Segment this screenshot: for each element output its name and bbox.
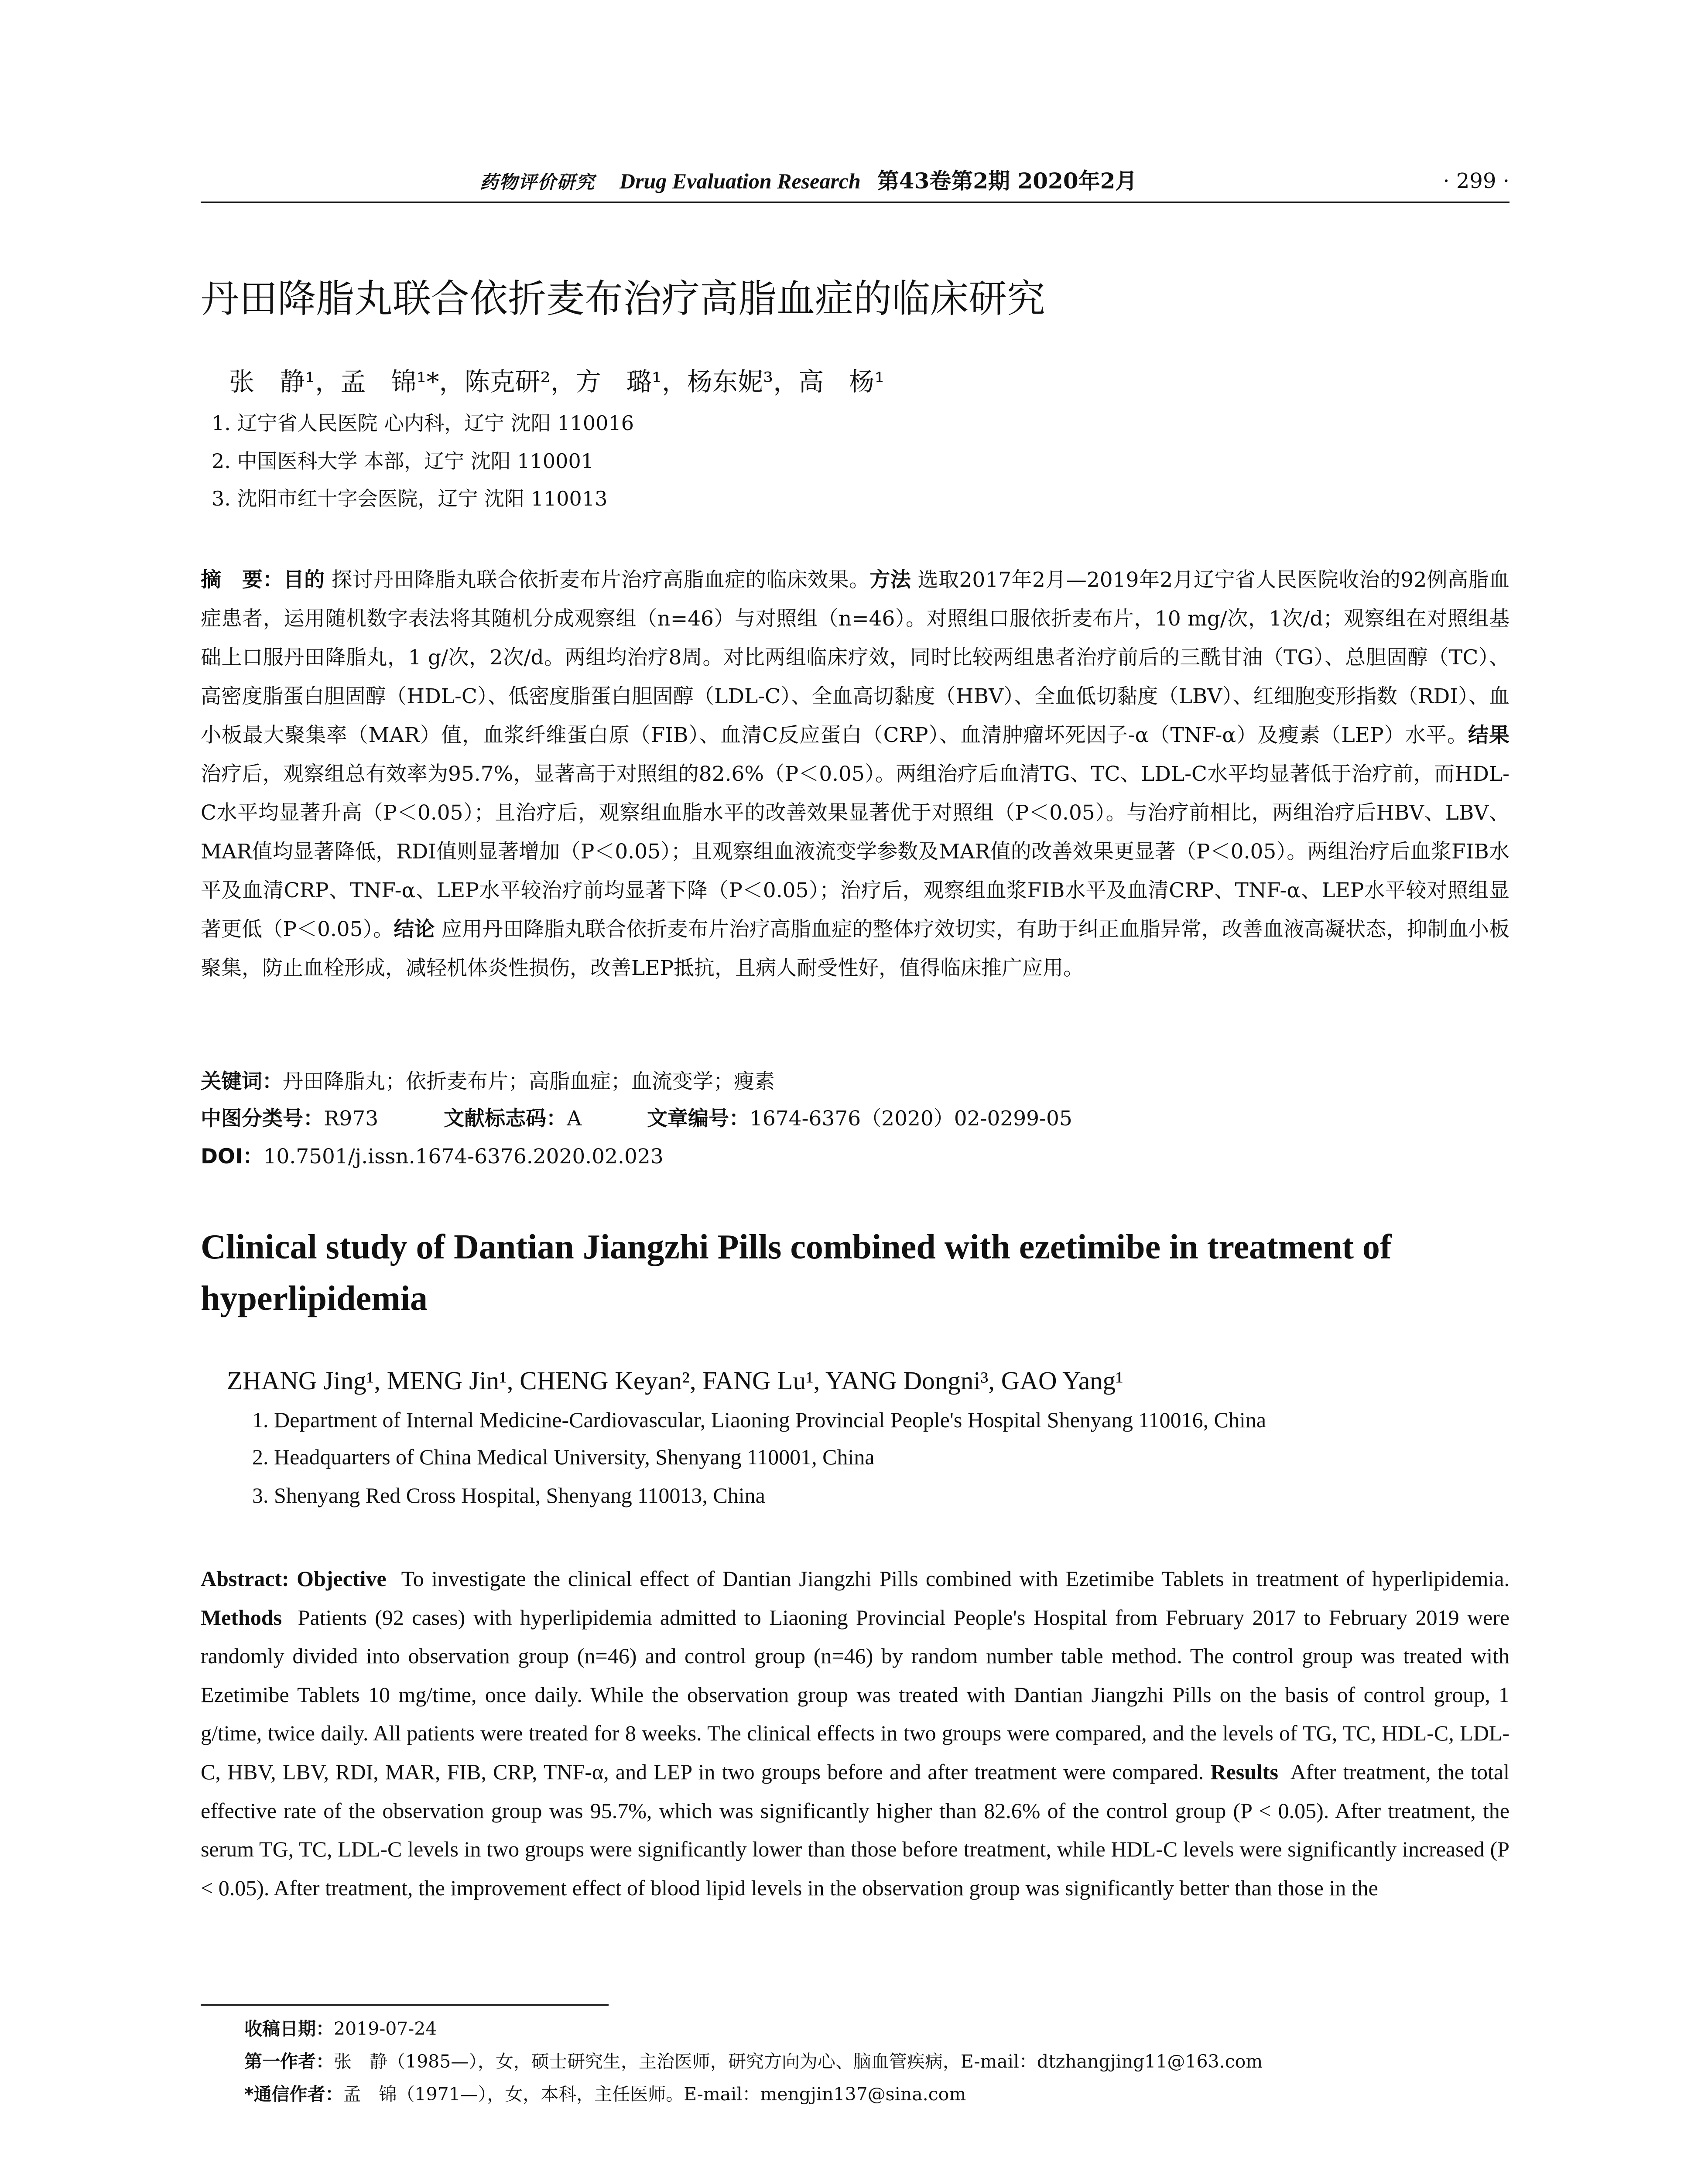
doc-code-label: 文献标志码： — [444, 1107, 567, 1131]
authors-chinese: 张 静¹，孟 锦¹*，陈克研²，方 璐¹，杨东妮³，高 杨¹ — [229, 367, 885, 397]
corresponding-value: 孟 锦（1971—），女，本科，主任医师。E-mail：mengjin137@sina.com — [343, 2084, 966, 2105]
first-author-label: 第一作者： — [244, 2051, 334, 2072]
abstract-english — [201, 1559, 1509, 1907]
title-chinese: 丹田降脂丸联合依折麦布治疗高脂血症的临床研究 — [201, 276, 1046, 321]
authors-english: ZHANG Jing¹, MENG Jin¹, CHENG Keyan², FANG Lu¹, YANG Dongni³, GAO Yang¹ — [227, 1366, 1123, 1395]
footnote-first-author — [244, 2046, 1263, 2077]
results-en-text: After treatment, the total effective rate of the observation group was 95.7%, which was significantly higher than 82.6% of the control group (P < 0.05). After treatment, the serum TG, TC, LDL-C levels in two groups were significantly lower than those before treatment, while HDL-C levels were significantly increased (P < 0.05). After treatment, the improvement effect of blood lipid levels in the observation group was significantly better than those in the — [201, 1759, 1509, 1900]
objective-label: 目的 — [283, 568, 325, 592]
doi-line — [201, 1139, 664, 1174]
keywords-label: 关键词： — [201, 1070, 283, 1094]
keywords-value: 丹田降脂丸；依折麦布片；高脂血症；血流变学；瘦素 — [283, 1070, 775, 1094]
corresponding-label: *通信作者： — [244, 2084, 343, 2105]
running-header — [201, 168, 1509, 194]
objective-en-label: Objective — [297, 1566, 387, 1591]
methods-en-label: Methods — [201, 1605, 282, 1630]
affiliation-en-3: 3. Shenyang Red Cross Hospital, Shenyang 110013, China — [252, 1483, 765, 1508]
received-label: 收稿日期： — [244, 2018, 334, 2039]
doi-value: 10.7501/j.issn.1674-6376.2020.02.023 — [263, 1145, 664, 1169]
conclusion-label: 结论 — [394, 917, 435, 941]
results-en-label: Results — [1210, 1759, 1278, 1784]
objective-text: 探讨丹田降脂丸联合依折麦布片治疗高脂血症的临床效果。 — [332, 568, 870, 592]
issue-info: 第43卷第2期 2020年2月 — [877, 168, 1137, 194]
clc-label: 中图分类号： — [201, 1107, 324, 1131]
footnote-received — [244, 2013, 437, 2044]
methods-text: 选取2017年2月—2019年2月辽宁省人民医院收治的92例高脂血症患者，运用随机数字表法将其随机分成观察组（n=46）与对照组（n=46）。对照组口服依折麦布片，10 mg/次，1次/d；观察组在对照组基础上口服丹田降脂丸，1 g/次，2次/d。两组均治疗8周。对比两组临床疗效，同时比较两组患者治疗前后的三酰甘油（TG）、总胆固醇（TC）、高密度脂蛋白胆固醇（HDL-C）、低密度脂蛋白胆固醇（LDL-C）、全血高切黏度（HBV）、全血低切黏度（LBV）、红细胞变形指数（RDI）、血小板最大聚集率（MAR）值，血浆纤维蛋白原（FIB）、血清C反应蛋白（CRP）、血清肿瘤坏死因子-α（TNF-α）及瘦素（LEP）水平。 — [201, 568, 1509, 747]
affiliation-cn-2: 2. 中国医科大学 本部，辽宁 沈阳 110001 — [212, 449, 594, 473]
abstract-label: 摘 要： — [201, 568, 284, 592]
keywords-line — [201, 1064, 775, 1099]
affiliation-cn-1: 1. 辽宁省人民医院 心内科，辽宁 沈阳 110016 — [212, 411, 634, 435]
methods-label: 方法 — [869, 568, 911, 592]
abstract-en-label: Abstract: — [201, 1566, 289, 1591]
conclusion-text: 应用丹田降脂丸联合依折麦布片治疗高脂血症的整体疗效切实，有助于纠正血脂异常，改善血液高凝状态，抑制血小板聚集，防止血栓形成，减轻机体炎性损伤，改善LEP抵抗，且病人耐受性好，值得临床推广应用。 — [201, 917, 1510, 980]
footnote-rule — [201, 2004, 609, 2006]
affiliation-en-2: 2. Headquarters of China Medical University, Shenyang 110001, China — [252, 1445, 875, 1469]
journal-name: Drug Evaluation Research — [619, 169, 861, 193]
footnote-corresponding — [244, 2078, 966, 2110]
received-value: 2019-07-24 — [334, 2018, 437, 2039]
affiliation-cn-3: 3. 沈阳市红十字会医院，辽宁 沈阳 110013 — [212, 487, 608, 510]
classification-line — [201, 1101, 1072, 1136]
objective-en-text: To investigate the clinical effect of Dantian Jiangzhi Pills combined with Ezetimibe Tablets in treatment of hyperlipidemia. — [401, 1566, 1509, 1591]
journal-logo: 药物评价研究 — [480, 171, 596, 193]
article-no-label: 文章编号： — [647, 1107, 750, 1131]
header-rule — [201, 202, 1509, 203]
title-english: Clinical study of Dantian Jiangzhi Pills combined with ezetimibe in treatment of hyperlipidemia — [201, 1228, 1392, 1318]
abstract-chinese — [201, 561, 1509, 988]
methods-en-text: Patients (92 cases) with hyperlipidemia admitted to Liaoning Provincial People's Hospital from February 2017 to February 2019 were randomly divided into observation group (n=46) and control group (n=46) by random number table method. The control group was treated with Ezetimibe Tablets 10 mg/time, once daily. While the observation group was treated with Dantian Jiangzhi Pills on the basis of control group, 1 g/time, twice daily. All patients were treated for 8 weeks. The clinical effects in two groups were compared, and the levels of TG, TC, HDL-C, LDL-C, HBV, LBV, RDI, MAR, FIB, CRP, TNF-α, and LEP in two groups before and after treatment were compared. — [201, 1605, 1510, 1784]
results-label: 结果 — [1468, 723, 1510, 747]
doi-label: DOI： — [201, 1145, 264, 1169]
doc-code-value: A — [567, 1107, 582, 1131]
affiliation-en-1: 1. Department of Internal Medicine-Cardiovascular, Liaoning Provincial People's Hospital Shenyang 110016, China — [252, 1408, 1266, 1432]
results-text: 治疗后，观察组总有效率为95.7%，显著高于对照组的82.6%（P＜0.05）。两组治疗后血清TG、TC、LDL-C水平均显著低于治疗前，而HDL-C水平均显著升高（P＜0.05）；且治疗后，观察组血脂水平的改善效果显著优于对照组（P＜0.05）。与治疗前相比，两组治疗后HBV、LBV、MAR值均显著降低，RDI值则显著增加（P＜0.05）；且观察组血液流变学参数及MAR值的改善效果更显著（P＜0.05）。两组治疗后血浆FIB水平及血清CRP、TNF-α、LEP水平较治疗前均显著下降（P＜0.05）；治疗后，观察组血浆FIB水平及血清CRP、TNF-α、LEP水平较对照组显著更低（P＜0.05）。 — [201, 762, 1509, 941]
page-number: · 299 · — [1443, 169, 1509, 193]
clc-value: R973 — [324, 1107, 379, 1131]
article-no-value: 1674-6376（2020）02-0299-05 — [750, 1107, 1072, 1131]
header-center — [480, 168, 1137, 195]
first-author-value: 张 静（1985—），女，硕士研究生，主治医师，研究方向为心、脑血管疾病，E-mail：dtzhangjing11@163.com — [334, 2051, 1263, 2072]
